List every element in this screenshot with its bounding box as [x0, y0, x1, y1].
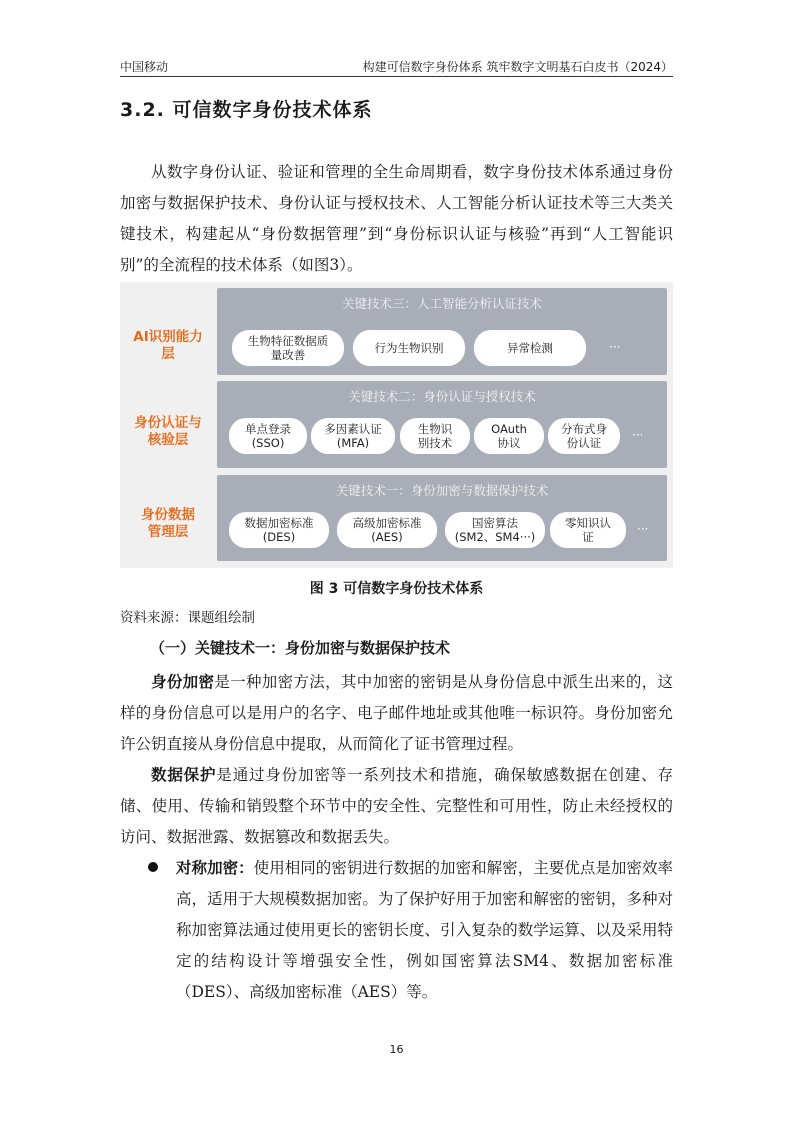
intro-paragraph: 从数字身份认证、验证和管理的全生命周期看，数字身份技术体系通过身份加密与数据保护技术、身份认证与授权技术、人工智能分析认证技术等三大类关键技术，构建起从“身份数据管理”到“身份标识认证与核验”再到“人工智能识别”的全流程的技术体系（如图3）。	[120, 163, 673, 274]
layer-label-data	[120, 507, 216, 541]
layer-panel-ai	[217, 288, 667, 375]
term-data-protection: 数据保护	[151, 766, 217, 784]
subheading: （一）关键技术一：身份加密与数据保护技术	[150, 639, 451, 657]
tech-item-line1: 多因素认证	[324, 422, 382, 436]
tech-item-line1: 生物特征数据质	[247, 334, 329, 348]
tech-item	[229, 418, 307, 454]
tech-item-line1: OAuth	[491, 422, 527, 436]
tech-item	[474, 418, 544, 454]
section-title: 3.2. 可信数字身份技术体系	[120, 99, 373, 121]
tech-item-line1: 单点登录	[245, 422, 291, 436]
source-note: 资料来源：课题组绘制	[120, 610, 255, 626]
layer-label-line2: 管理层	[147, 524, 189, 540]
tech-item	[548, 418, 620, 454]
symmetric-encryption-text: 使用相同的密钥进行数据的加密和解密，主要优点是加密效率高，适用于大规模数据加密。为了保护好用于加密和解密的密钥，多种对称加密算法通过使用更长的密钥长度、引入复杂的数学运算、以及采用特定的结构设计等增强安全性，例如国密算法SM4、数据加密标准（DES）、高级加密标准（AES）等。	[176, 859, 673, 1001]
tech-item	[353, 330, 465, 366]
tech-item	[550, 512, 626, 548]
page-number: 16	[389, 1043, 404, 1056]
tech-item-line2: 协议	[497, 436, 521, 450]
tech-item-line2: 份认证	[566, 436, 602, 450]
tech-item-line2: 证	[582, 530, 594, 544]
layer-label-line1: 身份数据	[141, 507, 195, 523]
tech-item	[445, 512, 545, 548]
tech-item-line1: 分布式身	[561, 422, 607, 436]
tech-item-line1: 异常检测	[507, 341, 553, 355]
layer-label-auth	[120, 415, 216, 449]
data-protection-text: 是通过身份加密等一系列技术和措施，确保敏感数据在创建、存储、使用、传输和销毁整个环节中的安全性、完整性和可用性，防止未经授权的访问、数据泄露、数据篡改和数据丢失。	[120, 766, 673, 846]
tech-item-line1: 行为生物识别	[374, 341, 444, 355]
more-ellipsis: ···	[632, 428, 644, 442]
bullet-dot-icon	[148, 862, 158, 872]
tech-system-diagram	[120, 282, 673, 568]
tech-item	[400, 418, 470, 454]
layer-panel-auth	[217, 381, 667, 468]
tech-item-line1: 高级加密标准	[352, 516, 422, 530]
layer-panel-data	[217, 475, 667, 561]
tech-item	[232, 330, 344, 366]
tech-item-line2: (SSO)	[251, 436, 285, 450]
header-org: 中国移动	[120, 60, 169, 74]
term-identity-encryption: 身份加密	[151, 673, 215, 691]
page-header	[120, 56, 673, 77]
more-ellipsis: ···	[637, 522, 649, 536]
identity-encryption-paragraph	[120, 667, 673, 760]
layer-title: 关键技术三：人工智能分析认证技术	[341, 296, 542, 311]
figure-caption: 图 3 可信数字身份技术体系	[309, 581, 484, 597]
tech-item-line2: (AES)	[371, 530, 403, 544]
layer-label-line1: AI识别能力	[133, 329, 203, 345]
layer-label-line1: 身份认证与	[134, 415, 202, 431]
tech-item	[337, 512, 437, 548]
identity-encryption-text: 是一种加密方法，其中加密的密钥是从身份信息中派生出来的，这样的身份信息可以是用户的名字、电子邮件地址或其他唯一标识符。身份加密允许公钥直接从身份信息中提取，从而简化了证书管理过程。	[120, 673, 673, 753]
tech-item-line2: (MFA)	[336, 436, 370, 450]
tech-item	[229, 512, 329, 548]
tech-item	[311, 418, 395, 454]
layer-title: 关键技术一：身份加密与数据保护技术	[335, 483, 549, 498]
data-protection-paragraph	[120, 760, 673, 853]
tech-item-line2: (DES)	[262, 530, 296, 544]
layer-label-ai	[120, 329, 216, 363]
tech-item-line2: 别技术	[417, 436, 453, 450]
tech-item-line2: 量改善	[270, 348, 306, 362]
more-ellipsis: ···	[609, 340, 621, 354]
tech-item-line1: 国密算法	[472, 516, 518, 530]
tech-item-line1: 零知识认	[565, 516, 611, 530]
layer-title: 关键技术二：身份认证与授权技术	[348, 389, 536, 404]
tech-item-line1: 数据加密标准	[244, 516, 314, 530]
layer-label-line2: 核验层	[147, 432, 189, 448]
symmetric-encryption-bullet	[176, 853, 673, 1008]
header-doc-title: 构建可信数字身份体系 筑牢数字文明基石白皮书（2024）	[362, 60, 673, 74]
tech-item-line2: (SM2、SM4···)	[454, 530, 536, 544]
tech-item-line1: 生物识	[417, 422, 453, 436]
term-symmetric-encryption: 对称加密：	[176, 859, 254, 877]
layer-label-line2: 层	[161, 346, 175, 362]
tech-item	[474, 330, 586, 366]
